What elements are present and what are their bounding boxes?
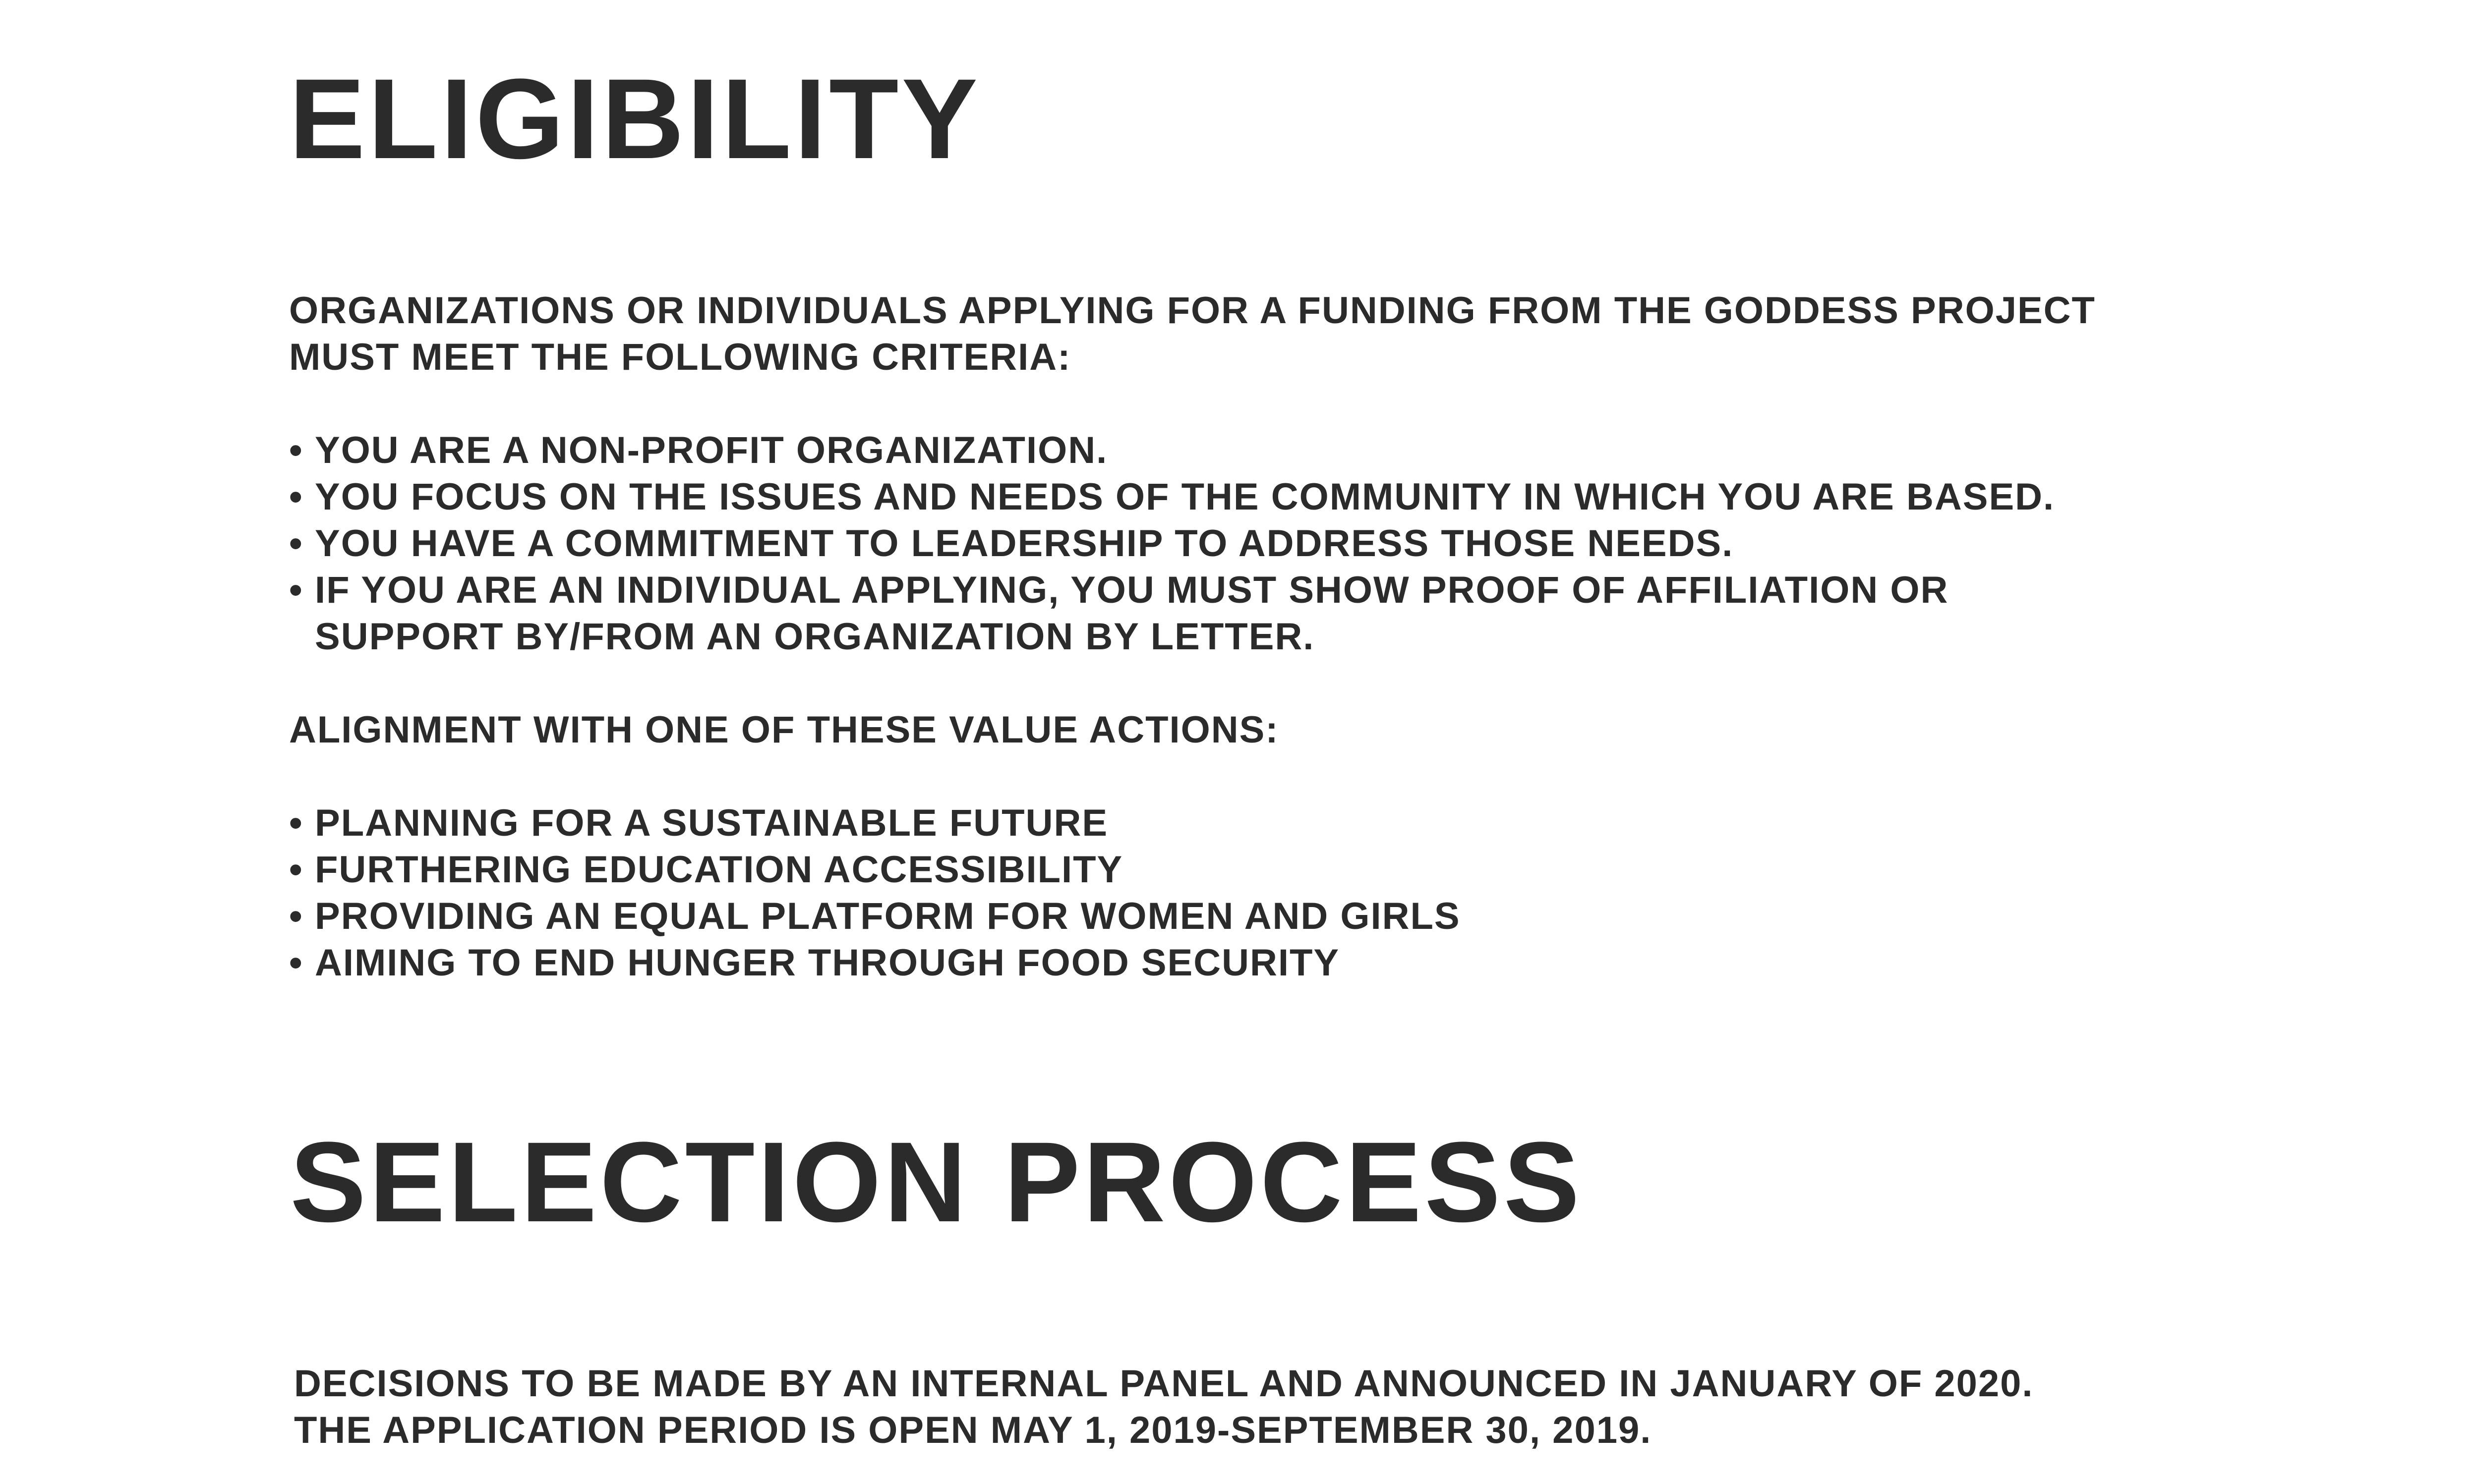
selection-decision-line: DECISIONS TO BE MADE BY AN INTERNAL PANEL AND ANNOUNCED IN JANUARY OF 2020. bbox=[294, 1363, 2034, 1405]
criteria-item bbox=[289, 474, 2371, 520]
eligibility-heading: ELIGIBILITY bbox=[289, 55, 981, 182]
criteria-item bbox=[289, 427, 2371, 474]
spacer bbox=[289, 381, 2371, 427]
criteria-item-text: • YOU FOCUS ON THE ISSUES AND NEEDS OF THE COMMUNITY IN WHICH YOU ARE BASED. bbox=[315, 476, 2055, 518]
value-action-text: • PLANNING FOR A SUSTAINABLE FUTURE bbox=[315, 802, 1109, 844]
criteria-list bbox=[289, 427, 2371, 660]
value-action-item bbox=[289, 847, 2371, 893]
value-action-text: • PROVIDING AN EQUAL PLATFORM FOR WOMEN AND GIRLS bbox=[315, 895, 1461, 937]
criteria-item-text: • IF YOU ARE AN INDIVIDUAL APPLYING, YOU MUST SHOW PROOF OF AFFILIATION OR bbox=[315, 569, 1949, 611]
value-actions-list bbox=[289, 800, 2371, 986]
selection-period-line: THE APPLICATION PERIOD IS OPEN MAY 1, 2019-SEPTEMBER 30, 2019. bbox=[294, 1409, 1652, 1451]
eligibility-section bbox=[289, 55, 2371, 986]
selection-process-section bbox=[290, 1118, 2372, 1454]
eligibility-intro-line: MUST MEET THE FOLLOWING CRITERIA: bbox=[289, 336, 1071, 378]
value-action-text: • AIMING TO END HUNGER THROUGH FOOD SECURITY bbox=[315, 942, 1340, 984]
selection-process-heading: SELECTION PROCESS bbox=[290, 1118, 1583, 1246]
value-action-item bbox=[289, 800, 2371, 847]
alignment-intro: ALIGNMENT WITH ONE OF THESE VALUE ACTIONS: bbox=[289, 709, 1279, 751]
criteria-item-text: SUPPORT BY/FROM AN ORGANIZATION BY LETTER. bbox=[315, 616, 1315, 658]
spacer bbox=[289, 660, 2371, 707]
eligibility-intro-line: ORGANIZATIONS OR INDIVIDUALS APPLYING FOR A FUNDING FROM THE GODDESS PROJECT bbox=[289, 289, 2096, 332]
criteria-item-text: • YOU ARE A NON-PROFIT ORGANIZATION. bbox=[315, 429, 1108, 471]
value-action-item bbox=[289, 893, 2371, 940]
selection-process-body bbox=[294, 1361, 2372, 1454]
spacer bbox=[289, 753, 2371, 800]
value-action-text: • FURTHERING EDUCATION ACCESSIBILITY bbox=[315, 849, 1123, 891]
criteria-item bbox=[289, 567, 2371, 660]
eligibility-body bbox=[289, 287, 2371, 986]
criteria-item bbox=[289, 520, 2371, 567]
criteria-item-text: • YOU HAVE A COMMITMENT TO LEADERSHIP TO ADDRESS THOSE NEEDS. bbox=[315, 522, 1734, 565]
value-action-item bbox=[289, 940, 2371, 986]
